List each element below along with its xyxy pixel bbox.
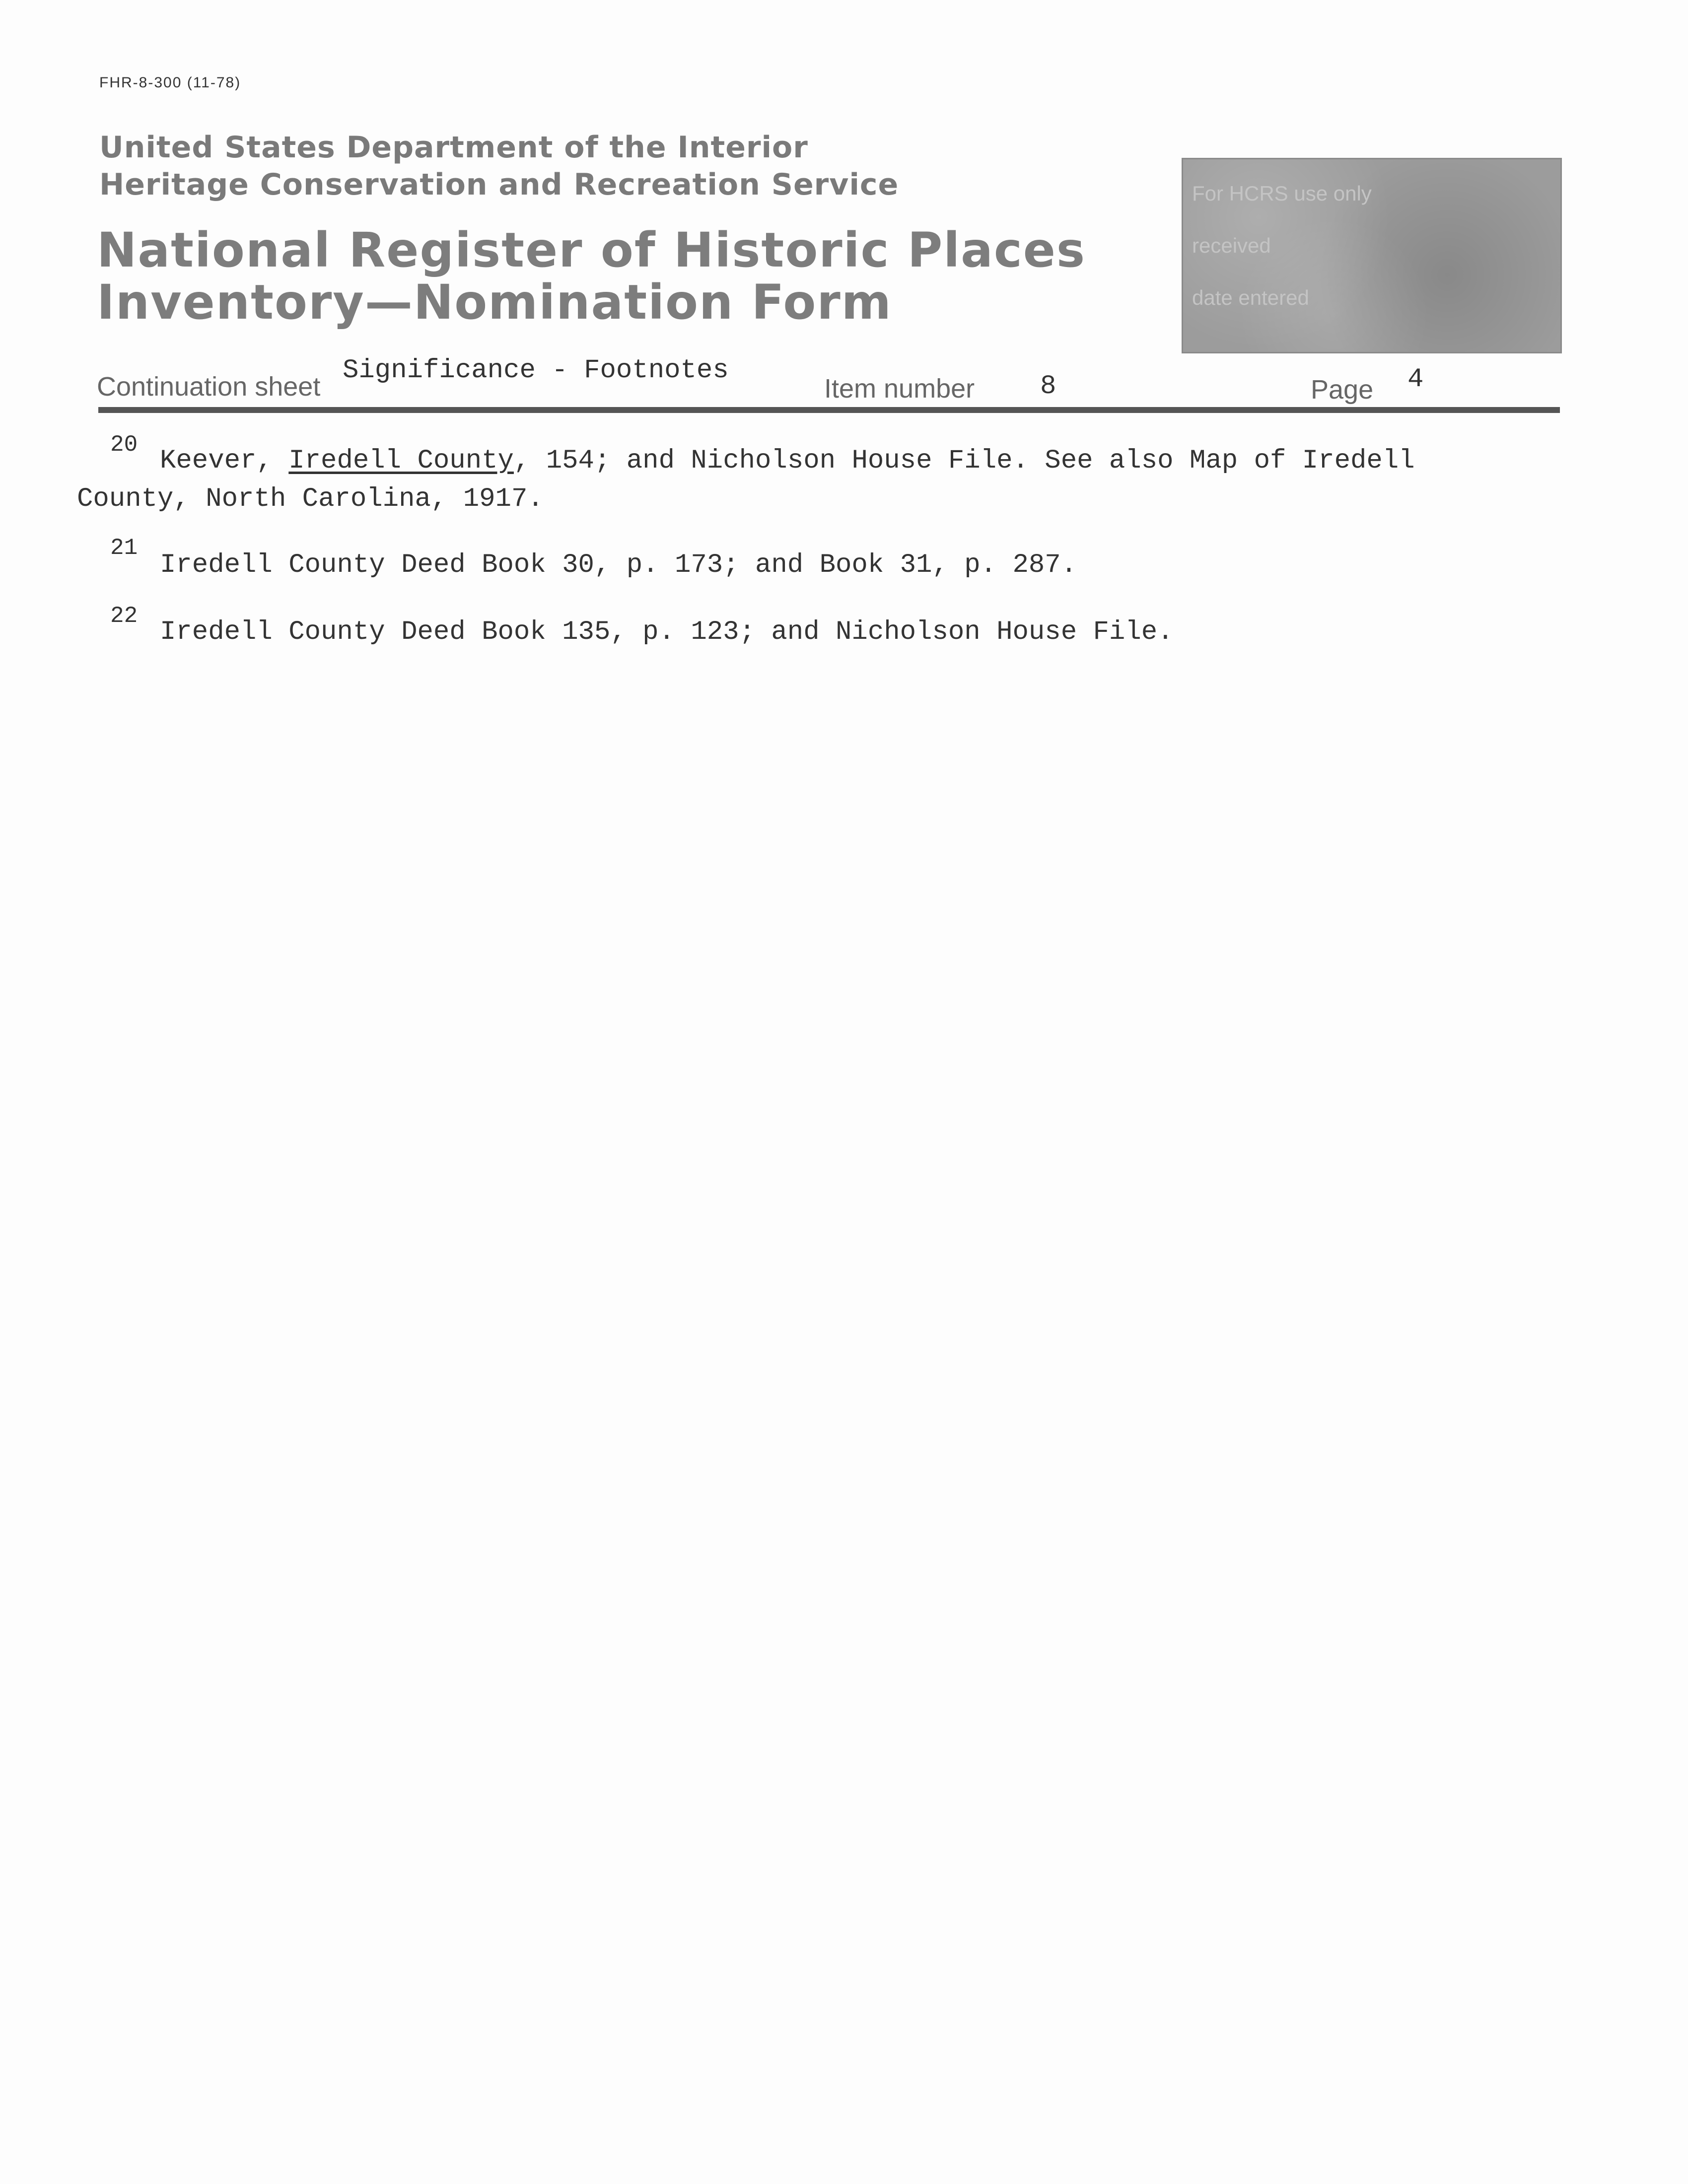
agency-line-2: Heritage Conservation and Recreation Service: [99, 167, 899, 202]
page-label: Page: [1311, 375, 1374, 405]
item-number-value: 8: [1040, 371, 1056, 402]
footnote-text: , 154; and Nicholson House File. See also Map of Iredell: [513, 446, 1415, 476]
footnote-book-title: Iredell County: [288, 446, 514, 476]
form-code: FHR-8-300 (11-78): [99, 74, 241, 91]
date-entered-label: date entered: [1192, 286, 1309, 309]
footnote-text-line: [160, 446, 1415, 476]
received-label: received: [1192, 234, 1271, 257]
page-number-value: 4: [1407, 364, 1424, 395]
office-use-box: [1182, 158, 1562, 353]
footnote-text: Iredell County Deed Book 30, p. 173; and Book 31, p. 287.: [160, 550, 1077, 580]
header-divider: [98, 407, 1560, 413]
item-number-label: Item number: [824, 374, 975, 404]
form-title-line-2: Inventory—Nomination Form: [97, 274, 892, 330]
continuation-sheet-label: Continuation sheet: [97, 372, 321, 402]
footnote-number: 20: [110, 432, 138, 458]
footnote-text-continuation: County, North Carolina, 1917.: [77, 484, 544, 514]
footnote-number: 21: [110, 535, 138, 561]
footnote-author: Keever,: [160, 446, 273, 476]
footnote-text: Iredell County Deed Book 135, p. 123; and Nicholson House File.: [160, 617, 1174, 647]
continuation-sheet-value: Significance - Footnotes: [343, 355, 729, 386]
form-title-line-1: National Register of Historic Places: [97, 222, 1086, 278]
office-use-label: For HCRS use only: [1192, 182, 1372, 205]
continuation-header: [0, 347, 1688, 412]
footnote-number: 22: [110, 603, 138, 629]
agency-line-1: United States Department of the Interior: [99, 130, 808, 165]
